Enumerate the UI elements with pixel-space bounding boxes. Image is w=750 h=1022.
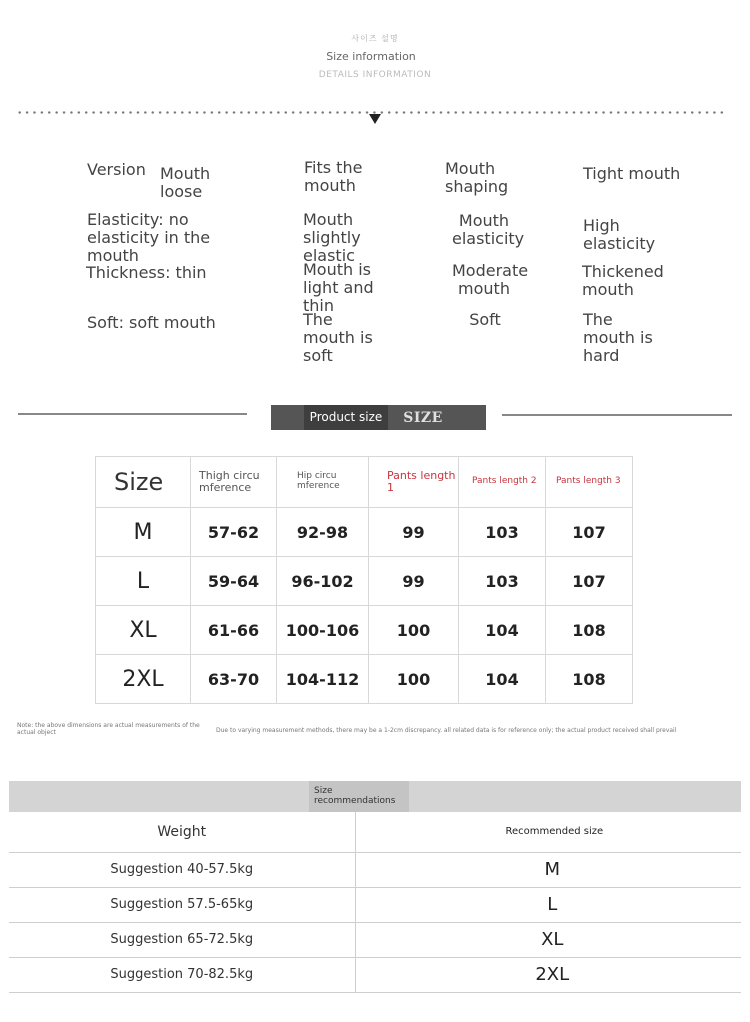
divider-right [502, 414, 732, 416]
thigh-cell: 63-70 [191, 655, 277, 704]
version-fits-mouth: Fits the mouth [304, 158, 363, 195]
size-badge: SIZE [403, 410, 443, 426]
header-pants-length-1: Pants length 1 [369, 457, 459, 508]
version-mouth-shaping: Mouth shaping [445, 159, 509, 196]
header-hip: Hip circu mference [277, 457, 369, 508]
thigh-cell: 61-66 [191, 606, 277, 655]
header-pants-length-3: Pants length 3 [546, 457, 633, 508]
recommendations-title: Size recommendations [309, 781, 409, 812]
weight-cell: Suggestion 70-82.5kg [9, 957, 355, 992]
table-row [96, 557, 633, 606]
hip-cell: 92-98 [277, 508, 369, 557]
size-information-heading: Size information [326, 50, 416, 63]
table-row [9, 887, 741, 922]
recommended-size-cell: M [355, 852, 741, 887]
table-row [96, 508, 633, 557]
length2-cell: 103 [459, 557, 546, 606]
elasticity-slight: Mouth slightly elastic [303, 210, 361, 265]
thigh-cell: 57-62 [191, 508, 277, 557]
size-table-header [96, 457, 633, 508]
size-cell: 2XL [96, 655, 191, 704]
measurement-note: Note: the above dimensions are actual measurements of the actual object [17, 722, 200, 737]
recommended-size-cell: XL [355, 922, 741, 957]
length1-cell: 100 [369, 655, 459, 704]
thickness-light-thin: Mouth is light and thin [303, 260, 374, 315]
soft-mouth-soft: The mouth is soft [303, 310, 373, 365]
hip-cell: 104-112 [277, 655, 369, 704]
weight-cell: Suggestion 65-72.5kg [9, 922, 355, 957]
recommended-size-cell: 2XL [355, 957, 741, 992]
version-tight-mouth: Tight mouth [583, 164, 681, 183]
product-size-label: Product size [304, 405, 388, 430]
length2-cell: 104 [459, 606, 546, 655]
recommendations-table [9, 812, 741, 993]
elasticity-none: Elasticity: no elasticity in the mouth [87, 210, 211, 265]
thickness-thickened: Thickened mouth [582, 262, 664, 299]
korean-heading: 사이즈 설명 [351, 34, 399, 43]
length1-cell: 99 [369, 508, 459, 557]
weight-cell: Suggestion 40-57.5kg [9, 852, 355, 887]
hip-cell: 96-102 [277, 557, 369, 606]
size-table [95, 456, 633, 704]
details-information-heading: DETAILS INFORMATION [318, 70, 432, 80]
table-row [96, 655, 633, 704]
length3-cell: 108 [546, 655, 633, 704]
length1-cell: 99 [369, 557, 459, 606]
weight-header: Weight [9, 812, 355, 852]
size-cell: XL [96, 606, 191, 655]
length2-cell: 103 [459, 508, 546, 557]
header-size: Size [96, 457, 191, 508]
soft-soft-mouth: Soft: soft mouth [87, 313, 216, 332]
divider-left [18, 413, 247, 415]
recommendations-header-row [9, 812, 741, 852]
thickness-thin: Thickness: thin [86, 263, 207, 282]
table-row [96, 606, 633, 655]
soft-label: Soft [469, 310, 501, 329]
soft-mouth-hard: The mouth is hard [583, 310, 653, 365]
weight-cell: Suggestion 57.5-65kg [9, 887, 355, 922]
header-thigh: Thigh circu mference [191, 457, 277, 508]
length2-cell: 104 [459, 655, 546, 704]
down-arrow-icon [369, 114, 381, 124]
thickness-moderate: Moderate mouth [452, 261, 529, 298]
table-row [9, 922, 741, 957]
header-pants-length-2: Pants length 2 [459, 457, 546, 508]
thigh-cell: 59-64 [191, 557, 277, 606]
table-row [9, 852, 741, 887]
hip-cell: 100-106 [277, 606, 369, 655]
size-cell: L [96, 557, 191, 606]
length1-cell: 100 [369, 606, 459, 655]
recommended-size-cell: L [355, 887, 741, 922]
elasticity-high: High elasticity [583, 216, 656, 253]
discrepancy-note: Due to varying measurement methods, there may be a 1-2cm discrepancy. all related data is for reference only; the actual product received shall prevail [216, 727, 677, 734]
recommended-size-header: Recommended size [355, 812, 741, 852]
length3-cell: 108 [546, 606, 633, 655]
version-mouth-loose: Mouth loose [160, 164, 211, 201]
size-cell: M [96, 508, 191, 557]
elasticity-mouth: Mouth elasticity [452, 211, 525, 248]
table-row [9, 957, 741, 992]
length3-cell: 107 [546, 557, 633, 606]
length3-cell: 107 [546, 508, 633, 557]
version-label: Version [87, 160, 146, 179]
